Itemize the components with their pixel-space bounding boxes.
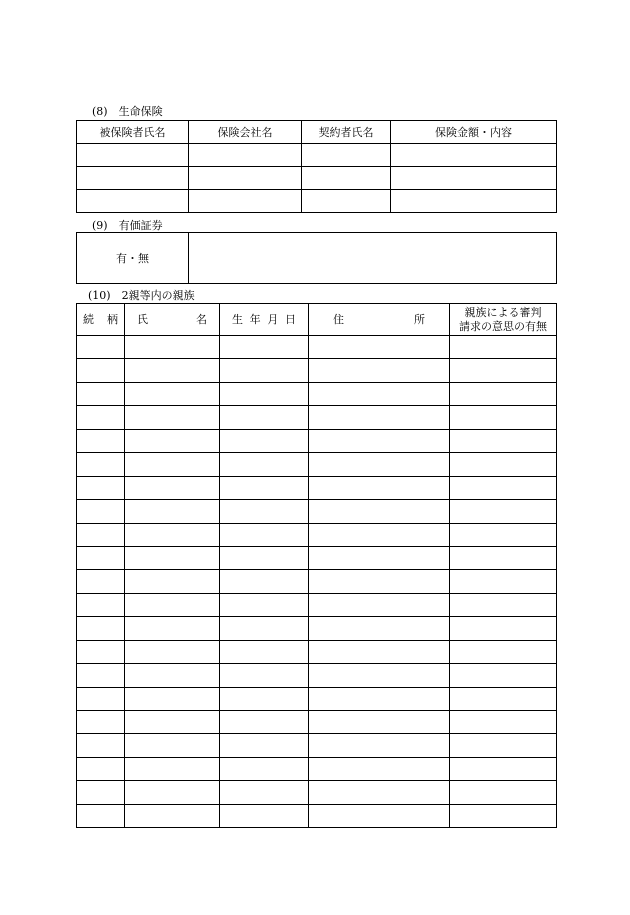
- table-cell: [309, 546, 450, 569]
- section-9-title: (9) 有価証券: [92, 219, 163, 232]
- table-cell: [125, 570, 220, 593]
- table-cell: [125, 734, 220, 757]
- table-cell: [77, 406, 125, 429]
- header-relation-char-1: 続: [83, 313, 94, 326]
- table-cell: [309, 711, 450, 734]
- table-cell: [450, 476, 557, 499]
- table-cell: [77, 757, 125, 780]
- table-cell: [220, 382, 309, 405]
- table-cell: [189, 144, 302, 167]
- table-cell: [220, 523, 309, 546]
- table-cell: [391, 144, 557, 167]
- table-cell: [220, 429, 309, 452]
- table-cell: [220, 593, 309, 616]
- table-cell: [450, 687, 557, 710]
- table-cell: [450, 593, 557, 616]
- table-cell: [77, 734, 125, 757]
- table-row: [77, 593, 557, 616]
- table-row: [77, 664, 557, 687]
- table-row: [77, 359, 557, 382]
- header-relation-char-2: 柄: [107, 313, 118, 326]
- table-cell: [220, 476, 309, 499]
- table-cell: [302, 167, 391, 190]
- table-cell: [309, 523, 450, 546]
- table-cell: [77, 144, 189, 167]
- table-cell: [125, 429, 220, 452]
- table-cell: [309, 570, 450, 593]
- table-cell: [450, 453, 557, 476]
- table-cell: [77, 711, 125, 734]
- header-birth-char-4: 日: [284, 313, 296, 326]
- table-cell: [125, 500, 220, 523]
- table-cell: [450, 804, 557, 827]
- table-cell: [309, 687, 450, 710]
- table-cell: [450, 546, 557, 569]
- header-insurance-company: 保険会社名: [189, 121, 302, 144]
- header-contractor-name: 契約者氏名: [302, 121, 391, 144]
- table-row: [77, 617, 557, 640]
- table-cell: [450, 429, 557, 452]
- table-header-row: [77, 121, 557, 144]
- header-birthdate: [220, 304, 309, 336]
- header-insured-name: 被保険者氏名: [77, 121, 189, 144]
- header-name-char-1: 氏: [137, 313, 148, 326]
- table-cell: [450, 734, 557, 757]
- table-row: [77, 711, 557, 734]
- header-birth-char-2: 年: [249, 313, 261, 326]
- table-cell: [189, 167, 302, 190]
- table-cell: [77, 640, 125, 663]
- table-cell: [220, 734, 309, 757]
- table-cell: [220, 640, 309, 663]
- table-cell: [309, 429, 450, 452]
- table-cell: [309, 664, 450, 687]
- table-cell: [309, 500, 450, 523]
- table-cell: [450, 359, 557, 382]
- section-8-title: (8) 生命保険: [92, 105, 163, 118]
- table-cell: [77, 804, 125, 827]
- table-header-row: [77, 304, 557, 336]
- table-cell: [189, 190, 302, 213]
- table-cell: [450, 640, 557, 663]
- table-cell: [450, 406, 557, 429]
- table-row: [77, 429, 557, 452]
- table-row: [77, 804, 557, 827]
- header-address-char-2: 所: [414, 313, 425, 326]
- table-cell: [309, 453, 450, 476]
- table-cell: [220, 804, 309, 827]
- table-cell: [77, 190, 189, 213]
- header-birth-char-1: 生: [232, 313, 243, 326]
- table-cell: [450, 570, 557, 593]
- table-cell: [220, 687, 309, 710]
- securities-details-cell: [189, 233, 557, 284]
- table-row: [77, 190, 557, 213]
- table-cell: [220, 406, 309, 429]
- table-cell: [77, 359, 125, 382]
- table-cell: [77, 781, 125, 804]
- relatives-table: [76, 303, 557, 828]
- table-cell: [125, 476, 220, 499]
- table-row: [77, 781, 557, 804]
- table-row: [77, 757, 557, 780]
- table-cell: [77, 336, 125, 359]
- table-cell: [220, 500, 309, 523]
- table-cell: [309, 757, 450, 780]
- table-cell: [220, 336, 309, 359]
- securities-yes-no: 有・無: [77, 233, 189, 284]
- table-cell: [77, 523, 125, 546]
- table-row: [77, 500, 557, 523]
- table-cell: [450, 757, 557, 780]
- header-amount-details: 保険金額・内容: [391, 121, 557, 144]
- table-cell: [125, 546, 220, 569]
- table-cell: [77, 546, 125, 569]
- section-10-title: (10) 2親等内の親族: [88, 289, 195, 302]
- table-cell: [77, 429, 125, 452]
- header-address: [309, 304, 450, 336]
- table-cell: [309, 359, 450, 382]
- table-row: [77, 476, 557, 499]
- table-cell: [450, 781, 557, 804]
- table-cell: [220, 570, 309, 593]
- table-cell: [450, 711, 557, 734]
- header-name-char-2: 名: [196, 313, 207, 326]
- table-cell: [220, 617, 309, 640]
- header-petition-intent: [450, 304, 557, 336]
- table-row: [77, 336, 557, 359]
- table-cell: [309, 336, 450, 359]
- table-cell: [125, 711, 220, 734]
- table-cell: [220, 453, 309, 476]
- table-row: [77, 167, 557, 190]
- table-row: [77, 406, 557, 429]
- header-intent-line-1: 親族による審判: [464, 305, 542, 319]
- table-cell: [125, 453, 220, 476]
- table-cell: [220, 781, 309, 804]
- header-name: [125, 304, 220, 336]
- life-insurance-table: [76, 120, 557, 213]
- table-cell: [77, 476, 125, 499]
- table-cell: [391, 190, 557, 213]
- table-cell: [220, 757, 309, 780]
- table-cell: [77, 664, 125, 687]
- table-cell: [125, 687, 220, 710]
- table-cell: [302, 144, 391, 167]
- table-cell: [309, 734, 450, 757]
- table-cell: [220, 546, 309, 569]
- table-cell: [309, 617, 450, 640]
- table-cell: [309, 593, 450, 616]
- table-cell: [391, 167, 557, 190]
- table-cell: [450, 664, 557, 687]
- table-row: [77, 523, 557, 546]
- table-cell: [125, 593, 220, 616]
- table-cell: [450, 382, 557, 405]
- table-cell: [450, 336, 557, 359]
- table-cell: [450, 500, 557, 523]
- table-cell: [125, 336, 220, 359]
- table-cell: [77, 593, 125, 616]
- table-cell: [125, 757, 220, 780]
- table-cell: [77, 617, 125, 640]
- table-cell: [125, 382, 220, 405]
- header-intent-line-2: 請求の意思の有無: [459, 319, 547, 333]
- table-cell: [77, 167, 189, 190]
- table-row: [77, 570, 557, 593]
- table-cell: [77, 453, 125, 476]
- table-row: [77, 640, 557, 663]
- table-cell: [77, 570, 125, 593]
- table-cell: [309, 382, 450, 405]
- table-cell: [450, 523, 557, 546]
- table-cell: [77, 500, 125, 523]
- table-row: [77, 382, 557, 405]
- table-cell: [125, 640, 220, 663]
- table-cell: [220, 711, 309, 734]
- table-row: [77, 687, 557, 710]
- table-cell: [309, 406, 450, 429]
- table-row: [77, 734, 557, 757]
- table-cell: [125, 804, 220, 827]
- table-cell: [77, 382, 125, 405]
- table-cell: [125, 406, 220, 429]
- table-cell: [309, 781, 450, 804]
- table-cell: [125, 523, 220, 546]
- table-cell: [450, 617, 557, 640]
- table-row: [77, 144, 557, 167]
- table-row: [77, 453, 557, 476]
- table-cell: [309, 476, 450, 499]
- header-birth-char-3: 月: [267, 313, 279, 326]
- table-cell: [125, 617, 220, 640]
- table-cell: [302, 190, 391, 213]
- table-cell: [309, 804, 450, 827]
- table-cell: [77, 687, 125, 710]
- table-cell: [125, 781, 220, 804]
- table-cell: [220, 359, 309, 382]
- table-cell: [220, 664, 309, 687]
- securities-table: [76, 232, 557, 284]
- header-address-char-1: 住: [333, 313, 344, 326]
- table-row: [77, 546, 557, 569]
- table-cell: [309, 640, 450, 663]
- header-relation: [77, 304, 125, 336]
- table-cell: [125, 359, 220, 382]
- table-cell: [125, 664, 220, 687]
